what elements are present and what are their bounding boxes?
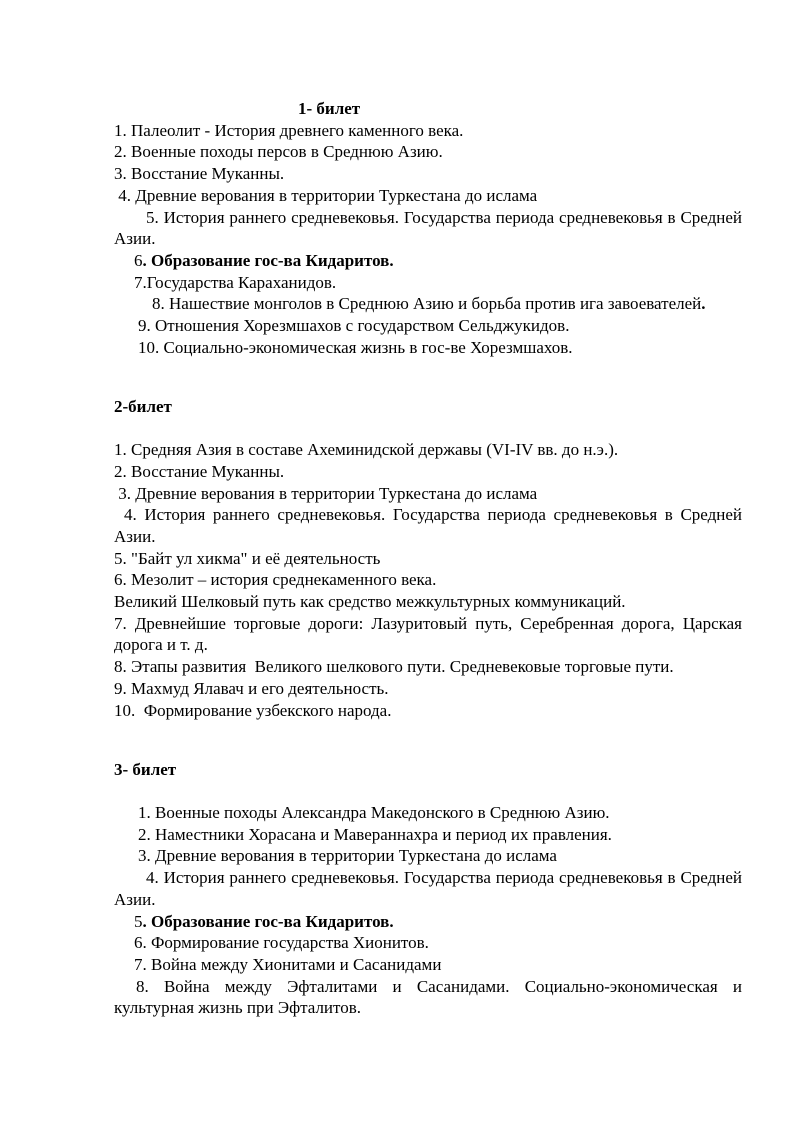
ticket-3-item-8: 8. Война между Эфталитами и Сасанидами. Социально-экономическая и культурная жизнь при Эфталитов. [114,976,742,1018]
ticket-1-item-3: 3. Восстание Муканны. [114,164,285,184]
ticket-1-item-2: 2. Военные походы персов в Среднюю Азию. [114,142,443,162]
ticket-1-item-4: 4. Древние верования в территории Туркестана до ислама [114,185,538,205]
ticket-3-item-5 [114,911,742,933]
ticket-2-item-5: 5. "Байт ул хикма" и её деятельность [114,548,381,568]
ticket-1-item-5: 5. История раннего средневековья. Государства периода средневековья в Средней Азии. [114,207,742,249]
ticket-1-item-10: 10. Социально-экономическая жизнь в гос-ве Хорезмшахов. [138,337,573,357]
ticket-2-item-4: 4. История раннего средневековья. Государства периода средневековья в Средней Азии. [114,505,742,546]
ticket-2-item-7: 7. Древнейшие торговые дороги: Лазуритовый путь, Серебренная дорога, Царская дорога и т. д. [114,613,742,655]
ticket-1-heading: 1- билет [298,99,361,118]
ticket-1-item-8-text: 8. Нашествие монголов в Среднюю Азию и борьба против ига завоевателей [152,294,702,314]
ticket-1-item-6 [114,250,742,272]
ticket-1-item-8-dot: . [701,294,706,314]
ticket-3-item-3: 3. Древние верования в территории Туркестана до ислама [138,846,557,866]
ticket-1-item-6-text: . Образование гос-ва Кидаритов. [142,250,394,270]
ticket-2-item-9: 9. Махмуд Ялавач и его деятельность. [114,678,389,698]
ticket-2-item-6: 6. Мезолит – история среднекаменного века. [114,570,437,590]
ticket-1-item-8 [114,293,742,315]
spacer [114,781,742,802]
ticket-1-item-6-number: 6 [134,250,143,270]
ticket-2-item-1: 1. Средняя Азия в составе Ахеминидской державы (VI-IV вв. до н.э.). [114,440,619,460]
spacer [114,721,742,759]
document-page [114,98,742,1019]
ticket-3-item-6: 6. Формирование государства Хионитов. [134,933,429,953]
spacer [114,418,742,439]
ticket-3-item-5-number: 5 [134,911,143,931]
ticket-1-item-1: 1. Палеолит - История древнего каменного века. [114,120,464,140]
ticket-2-item-2: 2. Восстание Муканны. [114,461,285,481]
ticket-3-item-2: 2. Наместники Хорасана и Мавераннахра и период их правления. [138,824,612,844]
ticket-2-item-silk-road: Великий Шелковый путь как средство межкультурных коммуникаций. [114,592,626,612]
ticket-2-item-10: 10. Формирование узбекского народа. [114,700,392,720]
ticket-2-heading: 2-билет [114,397,172,417]
ticket-2-item-8: 8. Этапы развития Великого шелкового пути. Средневековые торговые пути. [114,657,674,677]
ticket-3-item-5-text: . Образование гос-ва Кидаритов. [142,911,394,931]
spacer [114,358,742,396]
ticket-3-heading: 3- билет [114,760,177,780]
ticket-3-item-1: 1. Военные походы Александра Македонского в Среднюю Азию. [138,802,610,822]
ticket-3-item-7: 7. Война между Хионитами и Сасанидами [134,954,442,974]
ticket-1-item-9: 9. Отношения Хорезмшахов с государством Сельджукидов. [138,316,570,336]
ticket-3-item-4: 4. История раннего средневековья. Государства периода средневековья в Средней Азии. [114,868,742,909]
ticket-1-item-7: 7.Государства Караханидов. [134,272,337,292]
ticket-2-item-3: 3. Древние верования в территории Туркестана до ислама [114,483,538,503]
